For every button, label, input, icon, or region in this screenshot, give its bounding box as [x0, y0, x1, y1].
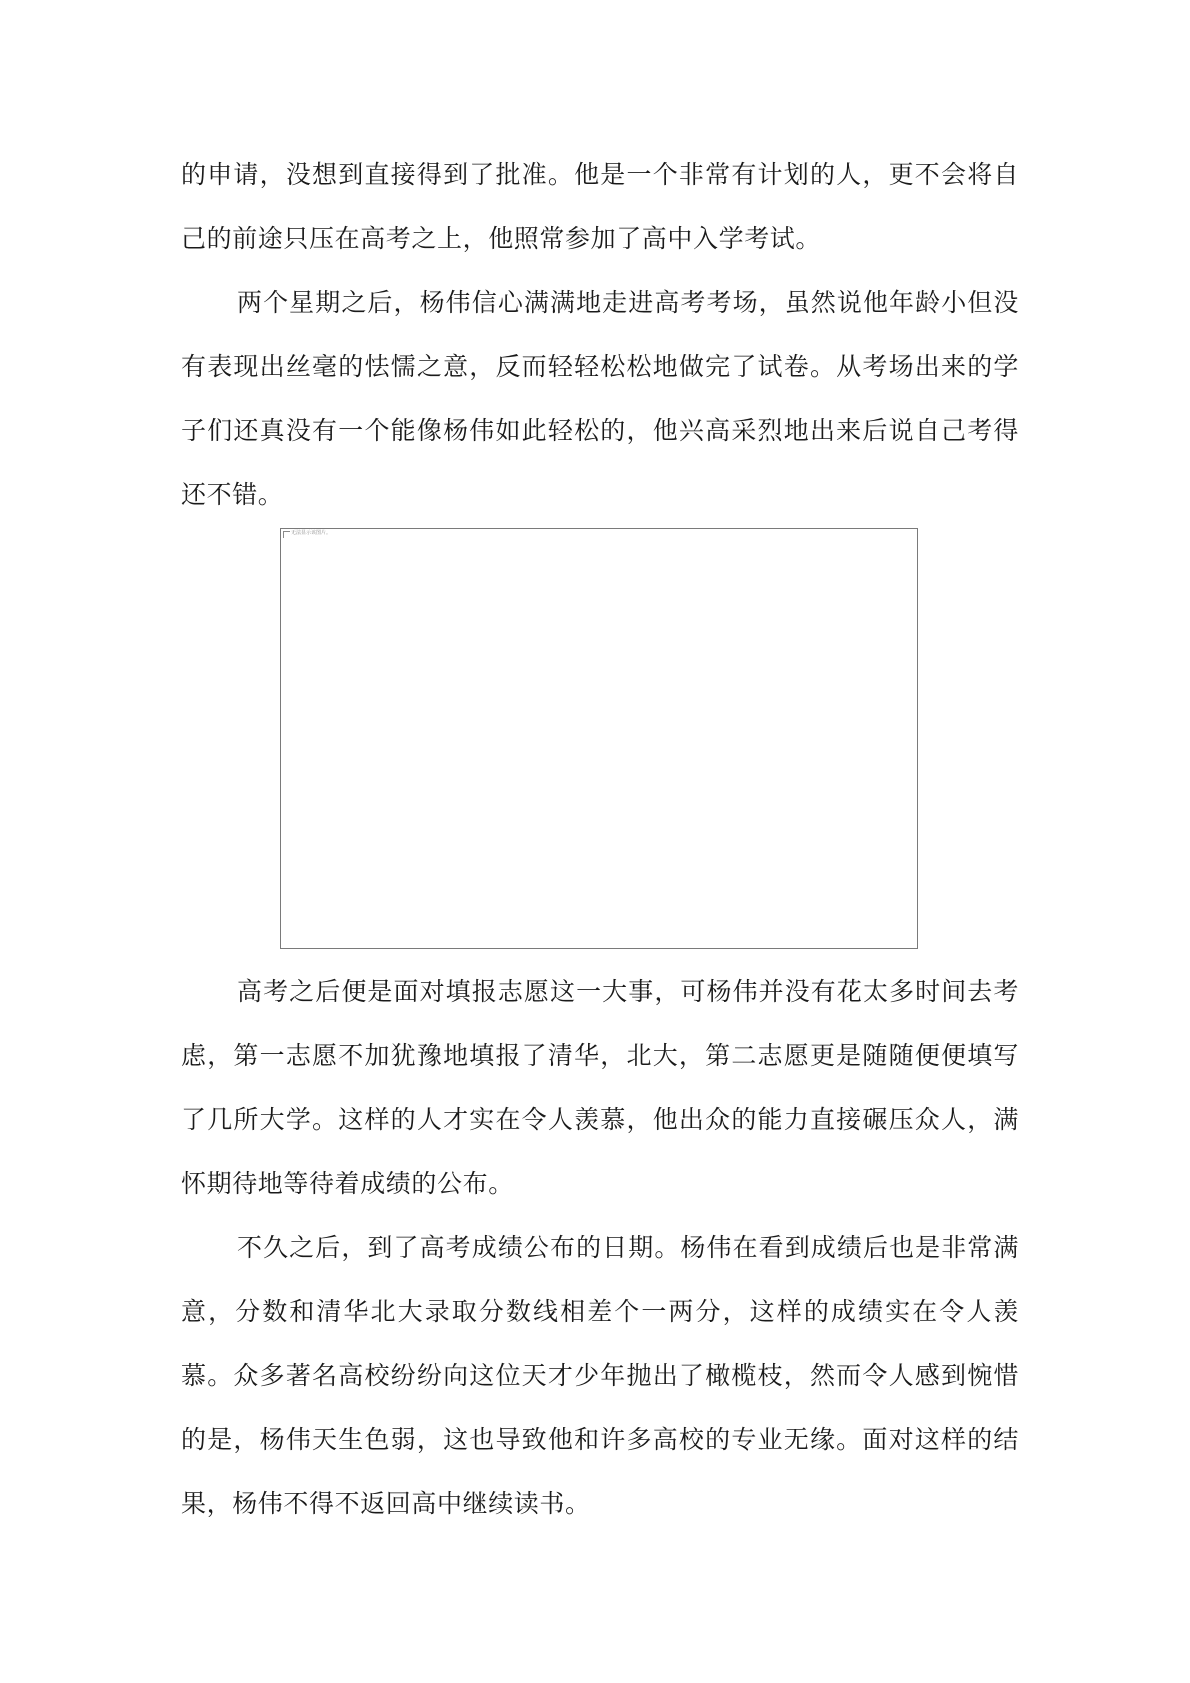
- paragraph-3: 高考之后便是面对填报志愿这一大事，可杨伟并没有花太多时间去考虑，第一志愿不加犹豫地填报了清华，北大，第二志愿更是随随便便填写了几所大学。这样的人才实在令人羡慕，他出众的能力直接碾压众人，满怀期待地等待着成绩的公布。: [181, 977, 1019, 1198]
- image-placeholder: [280, 528, 918, 949]
- image-placeholder-caption: 无法显示该图片。: [291, 530, 332, 536]
- paragraph-1: 的申请，没想到直接得到了批准。他是一个非常有计划的人，更不会将自己的前途只压在高考之上，他照常参加了高中入学考试。: [181, 160, 1019, 253]
- paragraph-2: 两个星期之后，杨伟信心满满地走进高考考场，虽然说他年龄小但没有表现出丝毫的怯懦之意，反而轻轻松松地做完了试卷。从考场出来的学子们还真没有一个能像杨伟如此轻松的，他兴高采烈地出来后说自己考得还不错。: [181, 288, 1019, 509]
- broken-image-icon: [283, 531, 290, 538]
- paragraph-4: 不久之后，到了高考成绩公布的日期。杨伟在看到成绩后也是非常满意，分数和清华北大录取分数线相差个一两分，这样的成绩实在令人羡慕。众多著名高校纷纷向这位天才少年抛出了橄榄枝，然而令人感到惋惜的是，杨伟天生色弱，这也导致他和许多高校的专业无缘。面对这样的结果，杨伟不得不返回高中继续读书。: [181, 1233, 1019, 1518]
